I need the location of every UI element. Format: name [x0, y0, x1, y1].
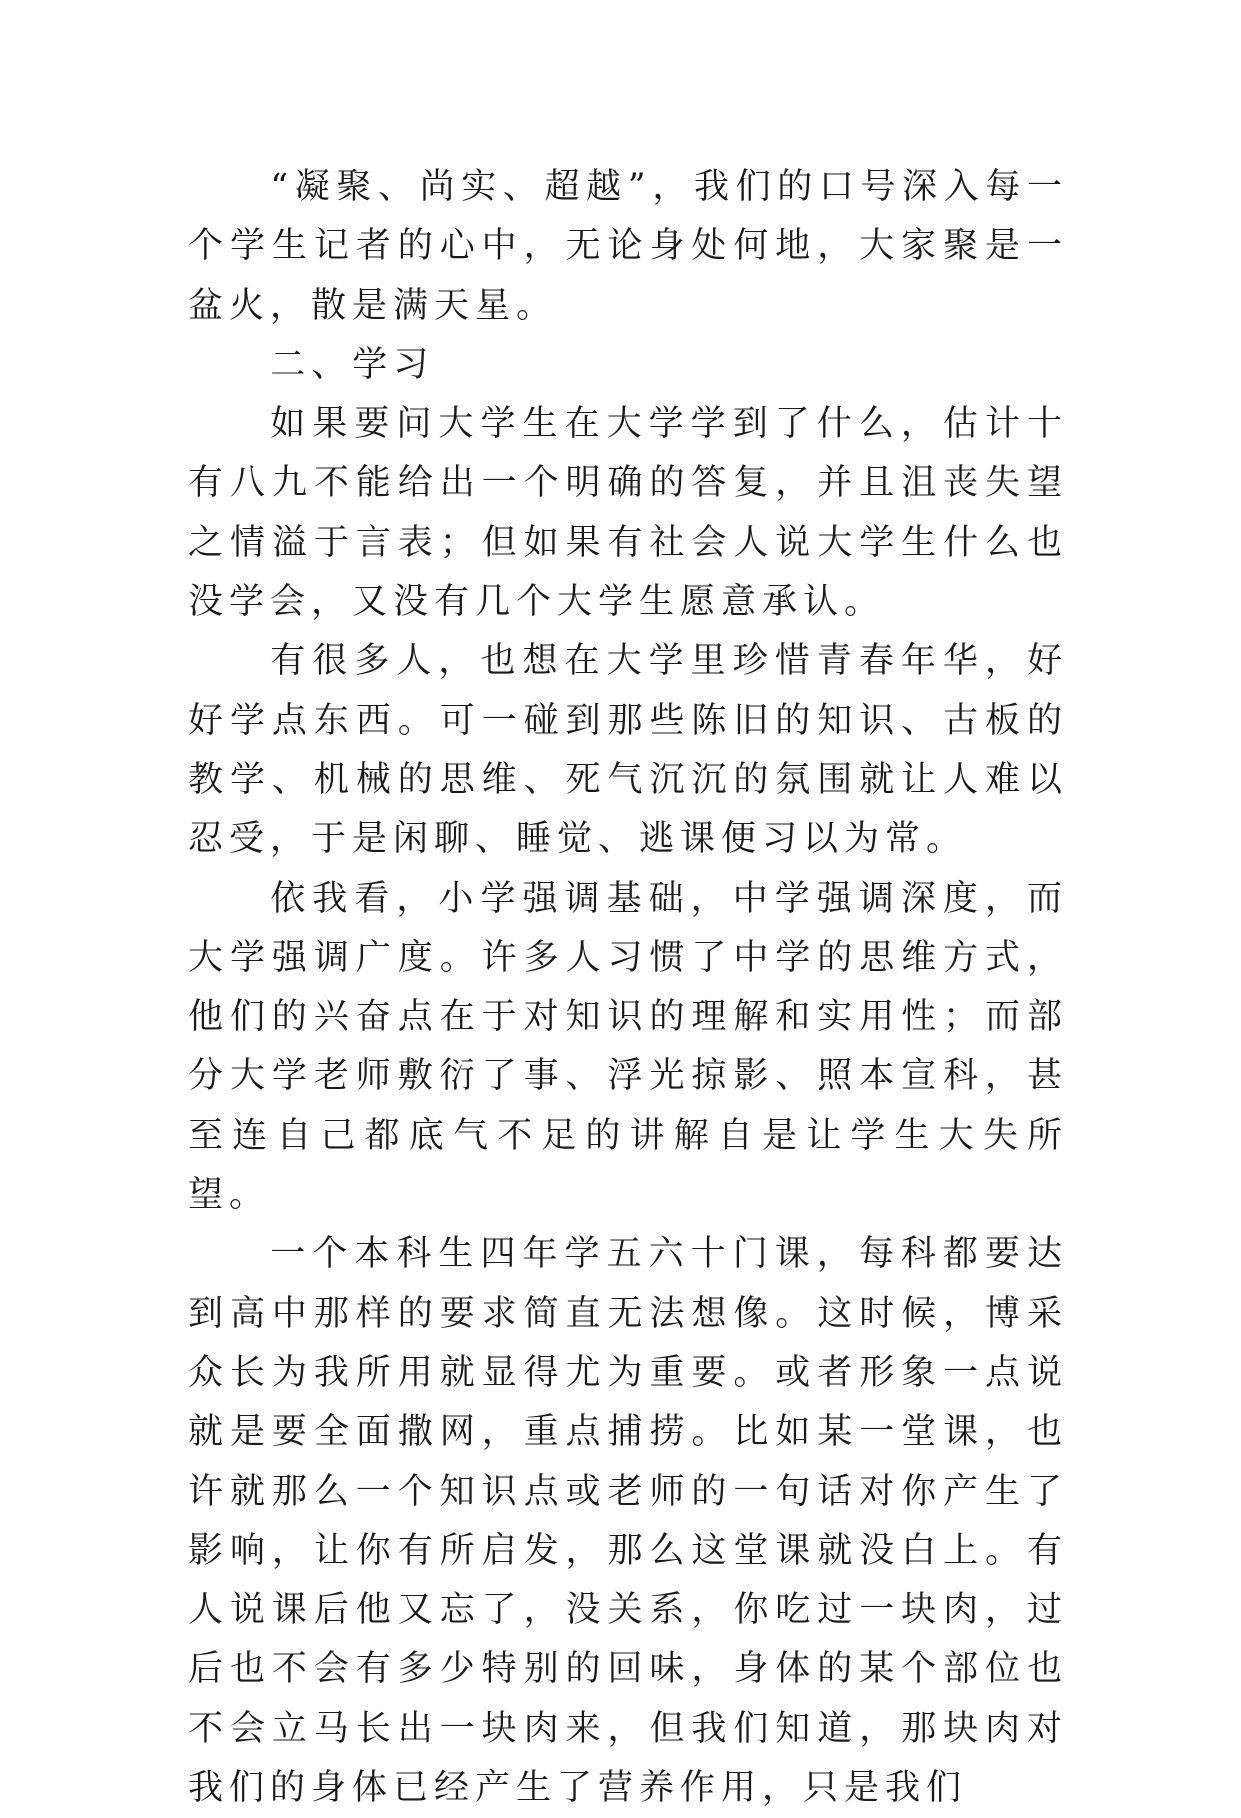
paragraph-many-people: 有很多人，也想在大学里珍惜青春年华，好好学点东西。可一碰到那些陈旧的知识、古板的教学、机械的思维、死气沉沉的氛围就让人难以忍受，于是闲聊、睡觉、逃课便习以为常。 — [188, 641, 1068, 860]
paragraph-breadth: 依我看，小学强调基础，中学强调深度，而大学强调广度。许多人习惯了中学的思维方式，他们的兴奋点在于对知识的理解和实用性；而部分大学老师敷衍了事、浮光掠影、照本宣科，甚至连自己都底气不足的讲解自是让学生大失所望。 — [188, 878, 1068, 1216]
paragraph-what-learned: 如果要问大学生在大学学到了什么，估计十有八九不能给出一个明确的答复，并且沮丧失望之情溢于言表；但如果有社会人说大学生什么也没学会，又没有几个大学生愿意承认。 — [188, 404, 1068, 623]
paragraph-undergraduate: 一个本科生四年学五六十门课，每科都要达到高中那样的要求简直无法想像。这时候，博采众长为我所用就显得尤为重要。或者形象一点说就是要全面撒网，重点捕捞。比如某一堂课，也许就那么一个知识点或老师的一句话对你产生了影响，让你有所启发，那么这堂课就没白上。有人说课后他又忘了，没关系，你吃过一块肉，过后也不会有多少特别的回味，身体的某个部位也不会立马长出一块肉来，但我们知道，那块肉对我们的身体已经产生了营养作用，只是我们 — [188, 1234, 1068, 1809]
paragraph-slogan: “凝聚、尚实、超越”，我们的口号深入每一个学生记者的心中，无论身处何地，大家聚是一盆火，散是满天星。 — [188, 167, 1068, 326]
document-body — [188, 158, 1068, 1818]
section-heading-study: 二、学习 — [270, 344, 435, 385]
